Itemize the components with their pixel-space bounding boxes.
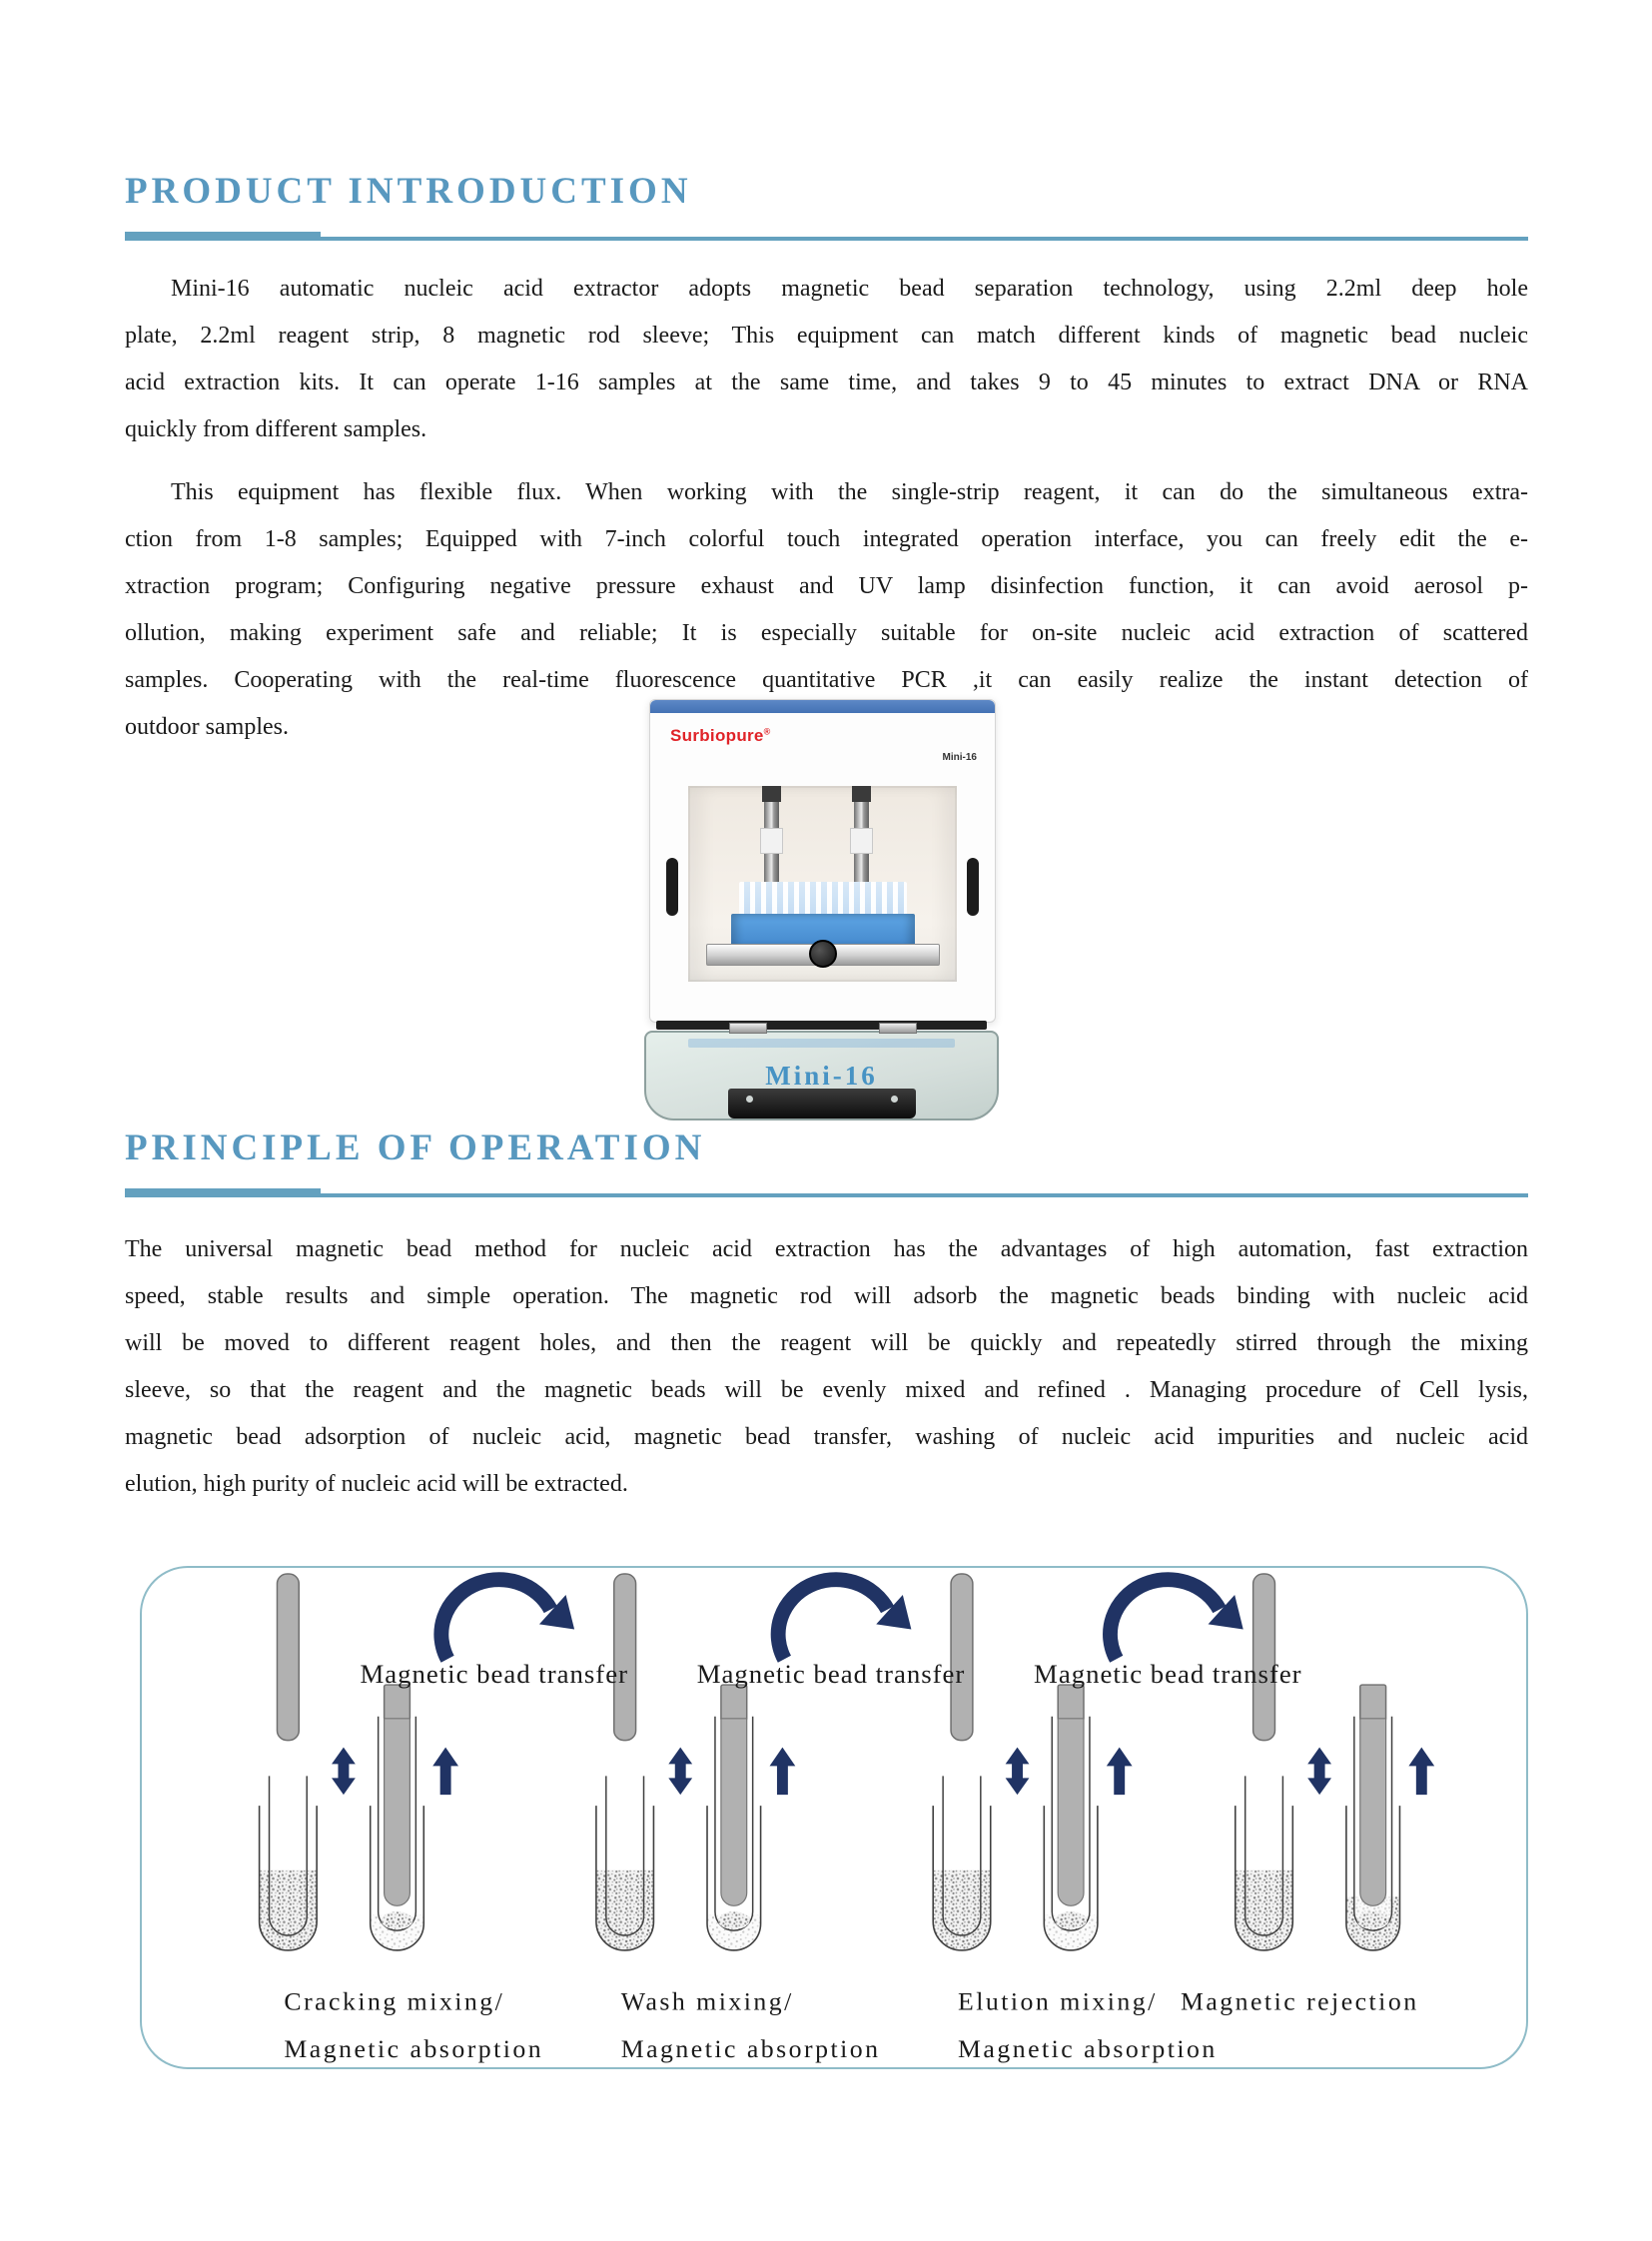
device-body: [649, 699, 996, 1023]
text-line: samples. Cooperating with the real-time fluorescence quantitative PCR ,it can easily realize the instant detection of: [125, 667, 1528, 693]
rail-motor-block: [852, 786, 871, 802]
text-line: xtraction program; Configuring negative pressure exhaust and UV lamp disinfection function, it can avoid aerosol p-: [125, 573, 1528, 599]
station-caption-line1: Cracking mixing/: [284, 1986, 505, 2016]
door-hinge-right: [879, 1023, 917, 1034]
divider-accent-segment: [125, 232, 321, 241]
text-line: acid extraction kits. It can operate 1-16 samples at the same time, and takes 9 to 45 minutes to extract DNA or RNA: [125, 370, 1528, 395]
sleeve-tube-assembly: [371, 1685, 458, 1950]
process-diagram: [140, 1566, 1528, 2069]
tray-knob: [809, 940, 837, 968]
process-diagram-canvas: [142, 1568, 1526, 2067]
handle-screw: [746, 1096, 753, 1103]
station-caption-line1: Wash mixing/: [620, 1986, 794, 2016]
handle-screw: [891, 1096, 898, 1103]
side-handle-left: [666, 858, 678, 916]
magnetic-sleeve-comb: [739, 882, 907, 918]
station-caption-line1: Elution mixing/: [958, 1986, 1158, 2016]
section-divider: [125, 1187, 1528, 1197]
divider-line: [321, 1193, 1528, 1197]
text-line: The universal magnetic bead method for nucleic acid extraction has the advantages of high automation, fast extraction: [125, 1236, 1528, 1262]
rail-motor-block: [762, 786, 781, 802]
divider-accent-segment: [125, 1188, 321, 1197]
text-line: magnetic bead adsorption of nucleic acid, magnetic bead transfer, washing of nucleic acid impurities and nucleic acid: [125, 1424, 1528, 1450]
text-line: ction from 1-8 samples; Equipped with 7-inch colorful touch integrated operation interface, you can freely edit the e-: [125, 526, 1528, 552]
text-line: outdoor samples.: [125, 714, 289, 740]
text-line: will be moved to different reagent holes, and then the reagent will be quickly and repeatedly stirred through the mixing: [125, 1330, 1528, 1356]
brand-logo: Surbiopure®: [670, 726, 771, 745]
device-top-bar: [650, 700, 995, 713]
registered-mark-icon: ®: [763, 726, 771, 737]
magnetic-rod-and-tube: [933, 1574, 1029, 1950]
text-line: speed, stable results and simple operation. The magnetic rod will adsorb the magnetic beads binding with nucleic acid: [125, 1283, 1528, 1309]
text-line: plate, 2.2ml reagent strip, 8 magnetic rod sleeve; This equipment can match different kinds of magnetic bead nucleic: [125, 323, 1528, 349]
transfer-arc-arrow-icon: [1110, 1580, 1242, 1660]
magnetic-rod-and-tube: [596, 1574, 692, 1950]
device-cavity: [688, 786, 957, 982]
magnetic-rod-and-tube: [260, 1574, 356, 1950]
text-line: elution, high purity of nucleic acid will be extracted.: [125, 1471, 628, 1497]
device-base-strip: [656, 1021, 987, 1030]
rail-slider: [850, 828, 873, 854]
device-model-label: Mini-16: [942, 752, 977, 763]
text-line: This equipment has flexible flux. When working with the single-strip reagent, it can do the simultaneous extra-: [171, 479, 1528, 505]
sleeve-tube-assembly: [707, 1685, 795, 1950]
door-hinge-left: [729, 1023, 767, 1034]
station-caption-line2: Magnetic absorption: [284, 2034, 544, 2064]
rail-slider: [760, 828, 783, 854]
sleeve-tube-assembly: [1346, 1685, 1434, 1950]
section-divider: [125, 231, 1528, 241]
transfer-label: Magnetic bead transfer: [1034, 1659, 1302, 1690]
door-handle-bar: [728, 1089, 916, 1119]
intro-paragraph-1: [125, 266, 1528, 453]
section-title-principle-of-operation: PRINCIPLE OF OPERATION: [125, 1127, 706, 1168]
transfer-arc-arrow-icon: [441, 1580, 574, 1660]
sleeve-tube-assembly: [1044, 1685, 1132, 1950]
section-title-product-introduction: PRODUCT INTRODUCTION: [125, 171, 692, 212]
text-line: sleeve, so that the reagent and the magnetic beads will be evenly mixed and refined . Managing procedure of Cell lysis,: [125, 1377, 1528, 1403]
transfer-arc-arrow-icon: [778, 1580, 911, 1660]
magnetic-rod-and-tube: [1236, 1574, 1331, 1950]
transfer-label: Magnetic bead transfer: [696, 1659, 966, 1690]
glass-reflection: [688, 1039, 955, 1048]
principle-paragraph: [125, 1226, 1528, 1508]
station-caption-line2: Magnetic absorption: [958, 2034, 1218, 2064]
text-line: quickly from different samples.: [125, 416, 427, 442]
text-line: Mini-16 automatic nucleic acid extractor adopts magnetic bead separation technology, using 2.2ml deep hole: [171, 276, 1528, 302]
text-line: ollution, making experiment safe and reliable; It is especially suitable for on-site nucleic acid extraction of scattered: [125, 620, 1528, 646]
side-handle-right: [967, 858, 979, 916]
divider-line: [321, 237, 1528, 241]
station-caption-line1: Magnetic rejection: [1180, 1986, 1419, 2016]
transfer-label: Magnetic bead transfer: [360, 1659, 628, 1690]
station-caption-line2: Magnetic absorption: [620, 2034, 881, 2064]
product-caption: Mini-16: [765, 1061, 878, 1091]
